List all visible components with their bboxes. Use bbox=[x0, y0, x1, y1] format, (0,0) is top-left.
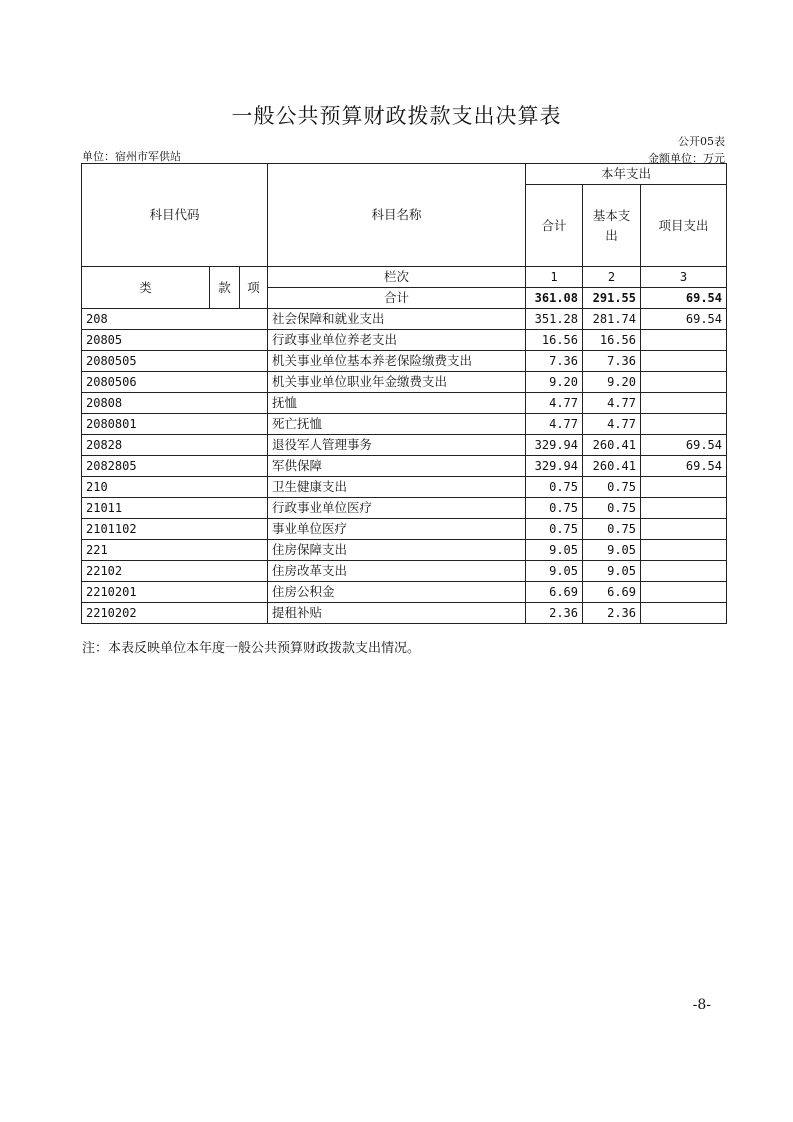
subject-name: 机关事业单位职业年金缴费支出 bbox=[268, 372, 526, 393]
subject-code: 20828 bbox=[82, 435, 268, 456]
total-value: 7.36 bbox=[526, 351, 583, 372]
project-value bbox=[641, 393, 727, 414]
basic-value: 2.36 bbox=[583, 603, 641, 624]
basic-value: 0.75 bbox=[583, 519, 641, 540]
reporting-unit: 单位：宿州市军供站 bbox=[82, 150, 181, 163]
project-value bbox=[641, 540, 727, 561]
project-value bbox=[641, 561, 727, 582]
total-value: 9.05 bbox=[526, 561, 583, 582]
col-number-3: 3 bbox=[641, 267, 727, 288]
subject-code: 2210202 bbox=[82, 603, 268, 624]
header-kuan: 款 bbox=[210, 267, 240, 309]
column-number-row bbox=[82, 267, 727, 288]
subject-code: 2210201 bbox=[82, 582, 268, 603]
total-value: 4.77 bbox=[526, 414, 583, 435]
project-value: 69.54 bbox=[641, 435, 727, 456]
table-row bbox=[82, 477, 727, 498]
header-basic: 基本支 出 bbox=[583, 185, 641, 267]
basic-value: 9.05 bbox=[583, 561, 641, 582]
basic-value: 6.69 bbox=[583, 582, 641, 603]
basic-value: 16.56 bbox=[583, 330, 641, 351]
subject-name: 卫生健康支出 bbox=[268, 477, 526, 498]
project-value bbox=[641, 351, 727, 372]
project-value bbox=[641, 477, 727, 498]
col-number-2: 2 bbox=[583, 267, 641, 288]
subject-code: 2080801 bbox=[82, 414, 268, 435]
table-row bbox=[82, 582, 727, 603]
header-xiang: 项 bbox=[240, 267, 268, 309]
subject-code: 221 bbox=[82, 540, 268, 561]
subject-code: 2080506 bbox=[82, 372, 268, 393]
total-value: 0.75 bbox=[526, 498, 583, 519]
subject-name: 事业单位医疗 bbox=[268, 519, 526, 540]
header-code: 科目代码 bbox=[82, 164, 268, 267]
subject-code: 208 bbox=[82, 309, 268, 330]
table-row bbox=[82, 603, 727, 624]
project-value bbox=[641, 330, 727, 351]
table-row bbox=[82, 561, 727, 582]
basic-value: 7.36 bbox=[583, 351, 641, 372]
total-value: 329.94 bbox=[526, 435, 583, 456]
subject-name: 机关事业单位基本养老保险缴费支出 bbox=[268, 351, 526, 372]
table-row bbox=[82, 435, 727, 456]
table-row bbox=[82, 456, 727, 477]
subject-name: 住房改革支出 bbox=[268, 561, 526, 582]
project-value: 69.54 bbox=[641, 309, 727, 330]
basic-value: 4.77 bbox=[583, 414, 641, 435]
basic-value: 9.05 bbox=[583, 540, 641, 561]
project-value bbox=[641, 414, 727, 435]
subject-code: 210 bbox=[82, 477, 268, 498]
subject-code: 2082805 bbox=[82, 456, 268, 477]
total-value: 2.36 bbox=[526, 603, 583, 624]
subject-code: 2101102 bbox=[82, 519, 268, 540]
project-value bbox=[641, 603, 727, 624]
project-value bbox=[641, 498, 727, 519]
table-row bbox=[82, 414, 727, 435]
header-lei: 类 bbox=[82, 267, 210, 309]
header-lanci: 栏次 bbox=[268, 267, 526, 288]
basic-value: 281.74 bbox=[583, 309, 641, 330]
subject-code: 2080505 bbox=[82, 351, 268, 372]
page-number: -8- bbox=[692, 997, 711, 1013]
subject-code: 20808 bbox=[82, 393, 268, 414]
total-value: 4.77 bbox=[526, 393, 583, 414]
subject-code: 21011 bbox=[82, 498, 268, 519]
total-value: 6.69 bbox=[526, 582, 583, 603]
table-row bbox=[82, 351, 727, 372]
page-title: 一般公共预算财政拨款支出决算表 bbox=[231, 104, 562, 128]
total-value: 351.28 bbox=[526, 309, 583, 330]
basic-value: 4.77 bbox=[583, 393, 641, 414]
subject-name: 行政事业单位医疗 bbox=[268, 498, 526, 519]
sum-label: 合计 bbox=[268, 288, 526, 309]
sum-project: 69.54 bbox=[641, 288, 727, 309]
sum-basic: 291.55 bbox=[583, 288, 641, 309]
header-project: 项目支出 bbox=[641, 185, 727, 267]
project-value bbox=[641, 582, 727, 603]
subject-name: 住房公积金 bbox=[268, 582, 526, 603]
project-value bbox=[641, 519, 727, 540]
subject-code: 20805 bbox=[82, 330, 268, 351]
money-unit: 金额单位：万元 bbox=[648, 152, 725, 165]
total-value: 16.56 bbox=[526, 330, 583, 351]
table-row bbox=[82, 330, 727, 351]
subject-name: 军供保障 bbox=[268, 456, 526, 477]
header-year-expense: 本年支出 bbox=[526, 164, 727, 185]
total-value: 9.20 bbox=[526, 372, 583, 393]
project-value bbox=[641, 372, 727, 393]
table-row bbox=[82, 372, 727, 393]
col-number-1: 1 bbox=[526, 267, 583, 288]
sum-total: 361.08 bbox=[526, 288, 583, 309]
subject-code: 22102 bbox=[82, 561, 268, 582]
form-code: 公开05表 bbox=[678, 135, 725, 148]
basic-value: 0.75 bbox=[583, 477, 641, 498]
subject-name: 行政事业单位养老支出 bbox=[268, 330, 526, 351]
project-value: 69.54 bbox=[641, 456, 727, 477]
table-row bbox=[82, 519, 727, 540]
subject-name: 死亡抚恤 bbox=[268, 414, 526, 435]
subject-name: 退役军人管理事务 bbox=[268, 435, 526, 456]
total-value: 0.75 bbox=[526, 519, 583, 540]
expenditure-table bbox=[81, 163, 727, 624]
table-row bbox=[82, 498, 727, 519]
header-row-1 bbox=[82, 164, 727, 185]
total-value: 0.75 bbox=[526, 477, 583, 498]
table-row bbox=[82, 393, 727, 414]
basic-value: 260.41 bbox=[583, 456, 641, 477]
table-row bbox=[82, 540, 727, 561]
basic-value: 0.75 bbox=[583, 498, 641, 519]
table-row bbox=[82, 309, 727, 330]
table-note: 注：本表反映单位本年度一般公共预算财政拨款支出情况。 bbox=[82, 641, 421, 656]
subject-name: 社会保障和就业支出 bbox=[268, 309, 526, 330]
basic-value: 9.20 bbox=[583, 372, 641, 393]
basic-value: 260.41 bbox=[583, 435, 641, 456]
subject-name: 住房保障支出 bbox=[268, 540, 526, 561]
total-value: 9.05 bbox=[526, 540, 583, 561]
header-total: 合计 bbox=[526, 185, 583, 267]
header-name: 科目名称 bbox=[268, 164, 526, 267]
total-value: 329.94 bbox=[526, 456, 583, 477]
subject-name: 提租补贴 bbox=[268, 603, 526, 624]
subject-name: 抚恤 bbox=[268, 393, 526, 414]
